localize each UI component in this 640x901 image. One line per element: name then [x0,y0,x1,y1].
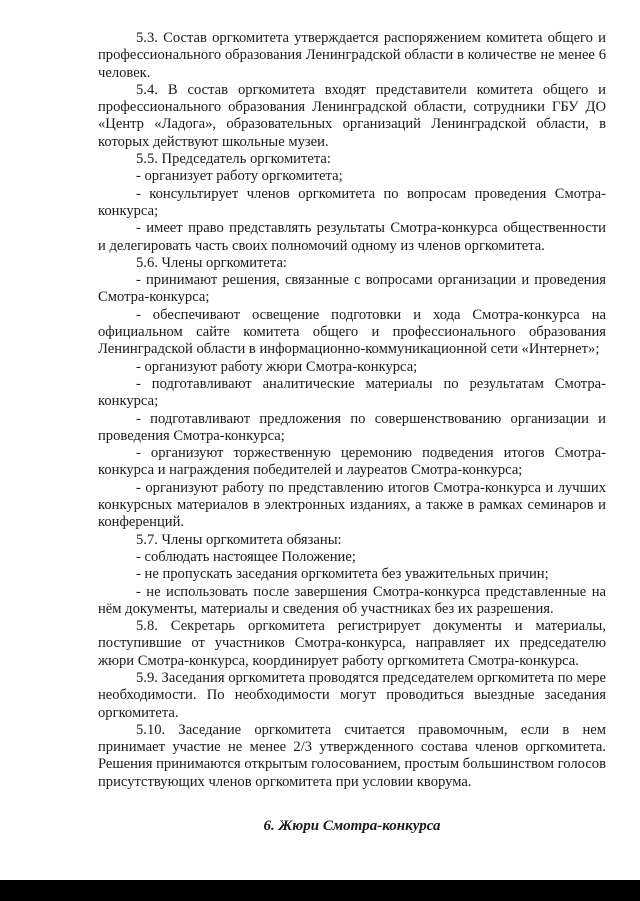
list-item: - обеспечивают освещение подготовки и хода Смотра-конкурса на официальном сайте комитета общего и профессионального образования Ленинградской области в информационно-коммуникационной сети «Интернет»; [98,306,606,358]
section-heading: 6. Жюри Смотра-конкурса [263,818,441,835]
scan-edge-bar [0,880,640,901]
list-item: - организуют работу жюри Смотра-конкурса; [136,358,418,375]
list-item: - организуют работу по представлению итогов Смотра-конкурса и лучших конкурсных материалов в электронных изданиях, а также в рамках семинаров и конференций. [98,479,606,531]
paragraph-5-5: 5.5. Председатель оргкомитета: [136,151,331,168]
list-item: - организует работу оргкомитета; [136,168,343,185]
list-item: - имеет право представлять результаты Смотра-конкурса общественности и делегировать часть своих полномочий одному из членов оргкомитета. [98,220,606,254]
document-page [98,30,606,835]
paragraph-5-7: 5.7. Члены оргкомитета обязаны: [136,531,342,548]
paragraph-5-6: 5.6. Члены оргкомитета: [136,254,287,271]
paragraph-5-9: 5.9. Заседания оргкомитета проводятся председателем оргкомитета по мере необходимости. По необходимости могут проводиться выездные заседания оргкомитета. [98,669,606,721]
list-item: - не пропускать заседания оргкомитета без уважительных причин; [136,566,549,583]
paragraph-5-3: 5.3. Состав оргкомитета утверждается распоряжением комитета общего и профессионального образования Ленинградской области в количестве не менее 6 человек. [98,30,606,81]
paragraph-5-10: 5.10. Заседание оргкомитета считается правомочным, если в нем принимает участие не менее 2/3 утвержденного состава членов оргкомитета. Решения принимаются открытым голосованием, простым большинством голосов присутствующих членов оргкомитета при условии кворума. [98,721,606,790]
list-item: - подготавливают предложения по совершенствованию организации и проведения Смотра-конкурса; [98,410,606,444]
list-item: - не использовать после завершения Смотра-конкурса представленные на нём документы, материалы и сведения об участниках без их разрешения. [98,583,606,617]
list-item: - соблюдать настоящее Положение; [136,548,356,565]
list-item: - подготавливают аналитические материалы по результатам Смотра-конкурса; [98,375,606,410]
list-item: - принимают решения, связанные с вопросами организации и проведения Смотра-конкурса; [98,272,606,306]
list-item: - консультирует членов оргкомитета по вопросам проведения Смотра-конкурса; [98,185,606,219]
paragraph-5-4: 5.4. В состав оргкомитета входят представители комитета общего и профессионального образования Ленинградской области, сотрудники ГБУ ДО «Центр «Ладога», образовательных организаций Ленинградской области, в которых действуют школьные музеи. [98,81,606,150]
list-item: - организуют торжественную церемонию подведения итогов Смотра-конкурса и награждения победителей и лауреатов Смотра-конкурса; [98,445,606,479]
paragraph-5-8: 5.8. Секретарь оргкомитета регистрирует документы и материалы, поступившие от участников Смотра-конкурса, направляет их председателю жюри Смотра-конкурса, координирует работу оргкомитета Смотра-конкурса. [98,618,606,669]
